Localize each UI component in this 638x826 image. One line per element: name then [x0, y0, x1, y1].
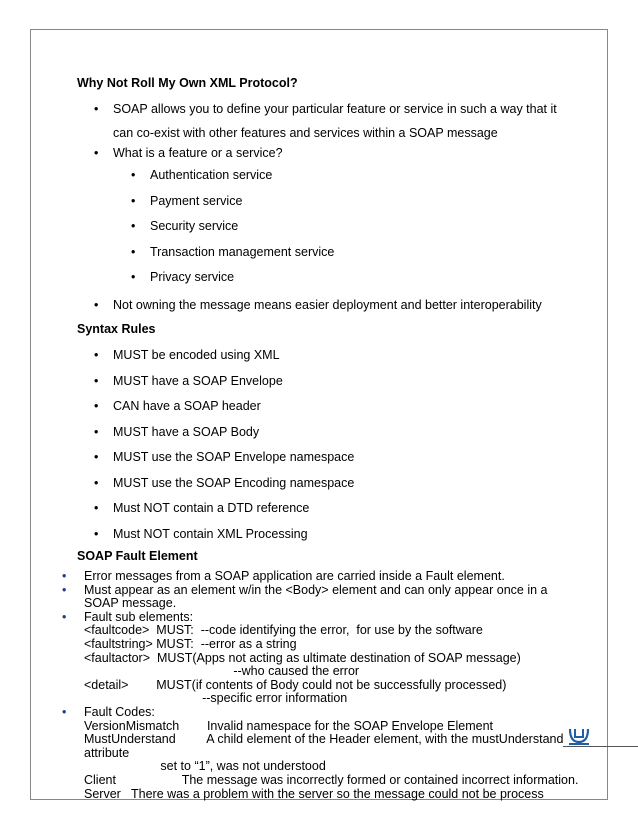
list-item-text: MUST use the SOAP Envelope namespace: [113, 450, 355, 464]
bullet-icon: •: [131, 168, 136, 182]
list-item-text: Must NOT contain XML Processing: [113, 527, 308, 541]
fault-line: Server There was a problem with the server so the message could not be process: [84, 786, 544, 801]
sub-list-item-text: Payment service: [150, 194, 243, 208]
heading-why-not-roll: Why Not Roll My Own XML Protocol?: [77, 76, 298, 90]
list-item-text: SOAP allows you to define your particular feature or service in such a way that it can co-exist with other features and services within a SOAP message: [113, 102, 557, 140]
heading-soap-fault: SOAP Fault Element: [77, 549, 198, 563]
bullet-icon: •: [62, 582, 67, 597]
fault-line: <detail> MUST(if contents of Body could not be successfully processed): [84, 677, 507, 692]
fault-line: Fault sub elements:: [84, 609, 194, 624]
bullet-icon: •: [131, 194, 136, 208]
fault-line: Must appear as an element w/in the <Body> element and can only appear once in a: [84, 582, 548, 597]
fault-line: VersionMismatch Invalid namespace for the SOAP Envelope Element: [84, 718, 494, 733]
fault-line: set to “1”, was not understood: [84, 759, 326, 774]
fault-line: <faultactor> MUST(Apps not acting as ultimate destination of SOAP message): [84, 650, 521, 665]
heading-syntax-rules: Syntax Rules: [77, 322, 156, 336]
bullet-icon: •: [131, 270, 136, 284]
list-item-text: Not owning the message means easier deployment and better interoperability: [113, 298, 542, 312]
bullet-icon: •: [94, 425, 99, 439]
bullet-icon: •: [94, 399, 99, 413]
bullet-icon: •: [94, 146, 99, 160]
sub-list-item-text: Authentication service: [150, 168, 273, 182]
fault-line: Fault Codes:: [84, 705, 155, 719]
fault-line: <faultstring> MUST: --error as a string: [84, 637, 297, 651]
bullet-icon: •: [94, 102, 99, 116]
list-item-text: CAN have a SOAP header: [113, 399, 261, 413]
list-item-text: MUST have a SOAP Body: [113, 425, 260, 439]
fault-line: Client The message was incorrectly formed or contained incorrect information.: [84, 773, 579, 787]
bullet-icon: •: [62, 569, 67, 583]
bullet-icon: •: [94, 374, 99, 388]
list-item-text: Must NOT contain a DTD reference: [113, 501, 310, 515]
bullet-icon: •: [94, 450, 99, 464]
footer-rule: [563, 746, 638, 747]
fault-line: <faultcode> MUST: --code identifying the error, for use by the software: [84, 623, 483, 638]
bullet-icon: •: [94, 527, 99, 541]
sub-list-item-text: Security service: [150, 219, 239, 233]
fault-line: --who caused the error: [84, 664, 360, 679]
list-item-text: MUST be encoded using XML: [113, 348, 280, 362]
list-item-text: MUST use the SOAP Encoding namespace: [113, 476, 355, 490]
slideshare-logo-icon: [567, 726, 591, 746]
bullet-icon: •: [94, 348, 99, 362]
bullet-icon: •: [94, 476, 99, 490]
sub-list-item-text: Transaction management service: [150, 245, 335, 259]
bullet-icon: •: [131, 219, 136, 233]
bullet-icon: •: [131, 245, 136, 259]
list-item-text: What is a feature or a service?: [113, 146, 283, 160]
list-item-text: MUST have a SOAP Envelope: [113, 374, 283, 388]
sub-list-item-text: Privacy service: [150, 270, 235, 284]
bullet-icon: •: [94, 298, 99, 312]
fault-line: Error messages from a SOAP application are carried inside a Fault element.: [84, 569, 505, 583]
bullet-icon: •: [62, 705, 67, 719]
fault-line: --specific error information: [84, 691, 348, 706]
fault-line: MustUnderstand A child element of the Header element, with the mustUnderstand: [84, 732, 564, 747]
fault-line: attribute: [84, 745, 130, 760]
bullet-icon: •: [62, 609, 67, 624]
bullet-icon: •: [94, 501, 99, 515]
fault-line: SOAP message.: [84, 596, 177, 611]
